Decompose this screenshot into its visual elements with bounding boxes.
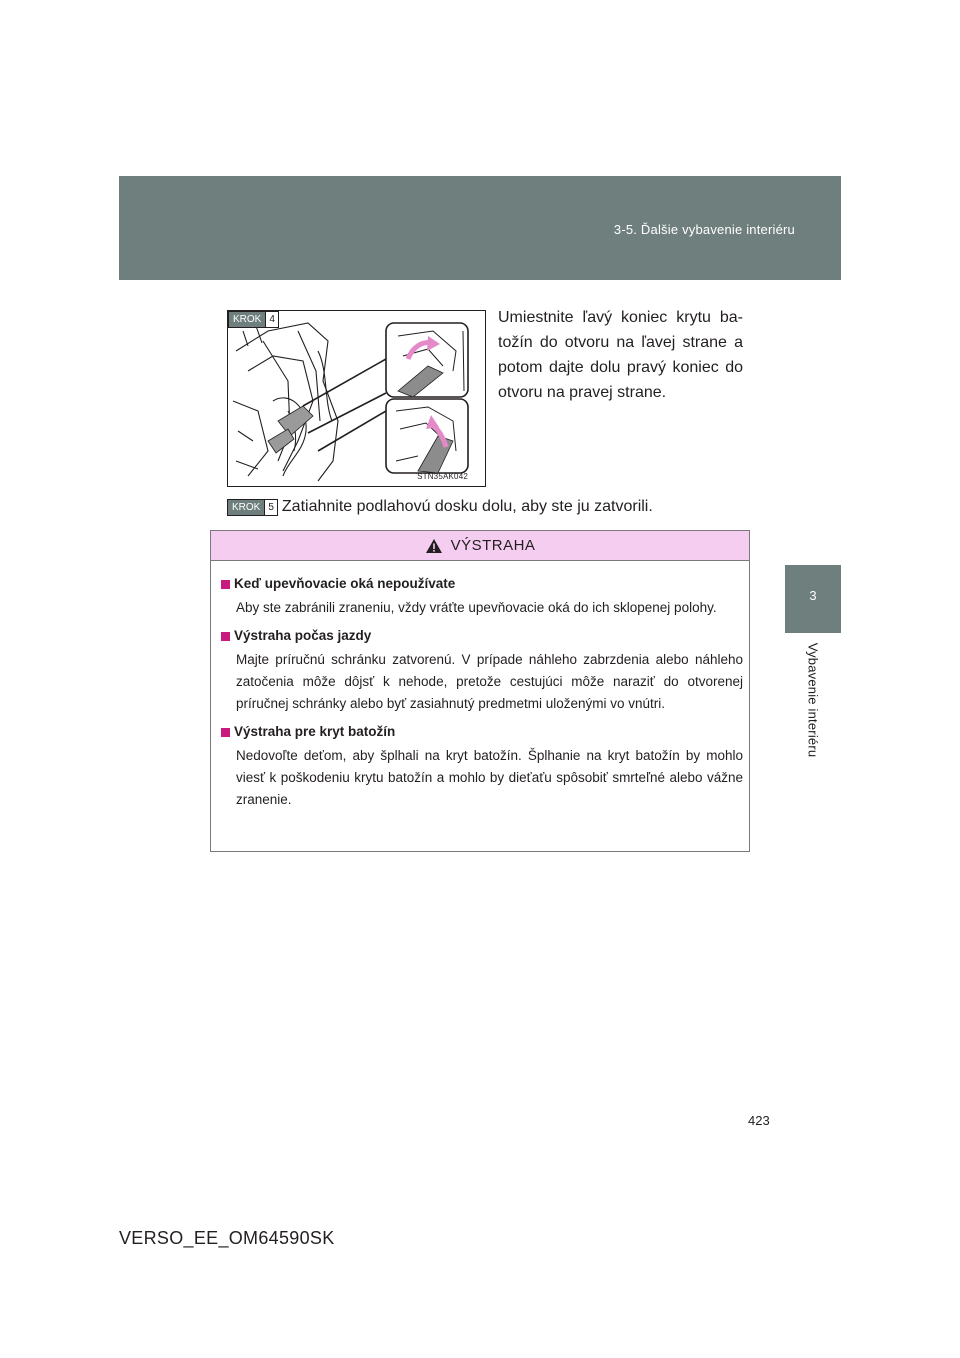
- step4-instruction: Umiestnite ľavý koniec krytu batožín do otvoru na ľavej strane a potom dajte dolu pravý koniec do otvoru na pravej strane.: [498, 309, 743, 401]
- chapter-tab[interactable]: [785, 565, 841, 633]
- step5-badge-label: KROK: [228, 500, 264, 515]
- page-number: 423: [748, 1113, 770, 1128]
- warning-item-text: Aby ste zabránili zraneniu, vždy vráťte upevňovacie oká do ich sklopenej polohy.: [236, 600, 717, 615]
- step4-badge-label: KROK: [229, 312, 265, 327]
- warning-box: [210, 530, 750, 852]
- warning-item-text: Majte príručnú schránku zatvorenú. V prípade náhleho zabrzdenia alebo náhleho zatočenia môže dôjsť k nehode, pretože cestujúci môže naraziť do otvorenej príručnej schránky alebo byť zasiahnutý predmetmi uloženými vo vnútri.: [236, 652, 743, 711]
- step4-illustration: [227, 310, 486, 487]
- warning-item-title: Výstraha počas jazdy: [234, 628, 372, 643]
- step4-badge-number: 4: [265, 312, 278, 327]
- step5-badge-number: 5: [264, 500, 277, 515]
- bullet-square-icon: [221, 632, 230, 641]
- step5-badge: [227, 499, 278, 516]
- warning-item: [221, 721, 743, 811]
- bullet-square-icon: [221, 728, 230, 737]
- chapter-label: Vybavenie interiéru: [805, 642, 821, 758]
- warning-item-text: Nedovoľte deťom, aby šplhali na kryt batožín. Šplhanie na kryt batožín by mohlo viesť k poškodeniu krytu batožín a mohlo by dieťaťu spôsobiť smrteľné alebo vážne zranenie.: [236, 748, 743, 807]
- step4-badge: [228, 311, 279, 328]
- warning-item: [221, 625, 743, 715]
- warning-item-title: Výstraha pre kryt batožín: [234, 724, 396, 739]
- warning-header: [211, 531, 749, 561]
- cargo-cover-illustration: [228, 311, 485, 486]
- warning-item-heading: [221, 721, 743, 743]
- figure-code: STN35AK042: [417, 472, 468, 481]
- warning-item-heading: [221, 573, 743, 595]
- warning-item-title: Keď upevňovacie oká nepoužívate: [234, 576, 456, 591]
- step5-instruction: Zatiahnite podlahovú dosku dolu, aby ste ju zatvorili.: [281, 498, 653, 515]
- warning-triangle-icon: [425, 538, 443, 554]
- document-code: VERSO_EE_OM64590SK: [119, 1228, 335, 1248]
- bullet-square-icon: [221, 580, 230, 589]
- warning-item-heading: [221, 625, 743, 647]
- step5-row: [227, 498, 653, 516]
- warning-body: [211, 561, 749, 811]
- section-title: 3-5. Ďalšie vybavenie interiéru: [613, 222, 795, 237]
- warning-title: VÝSTRAHA: [450, 537, 536, 554]
- header-band: [119, 176, 841, 280]
- chapter-number: 3: [809, 588, 817, 603]
- warning-item: [221, 573, 743, 619]
